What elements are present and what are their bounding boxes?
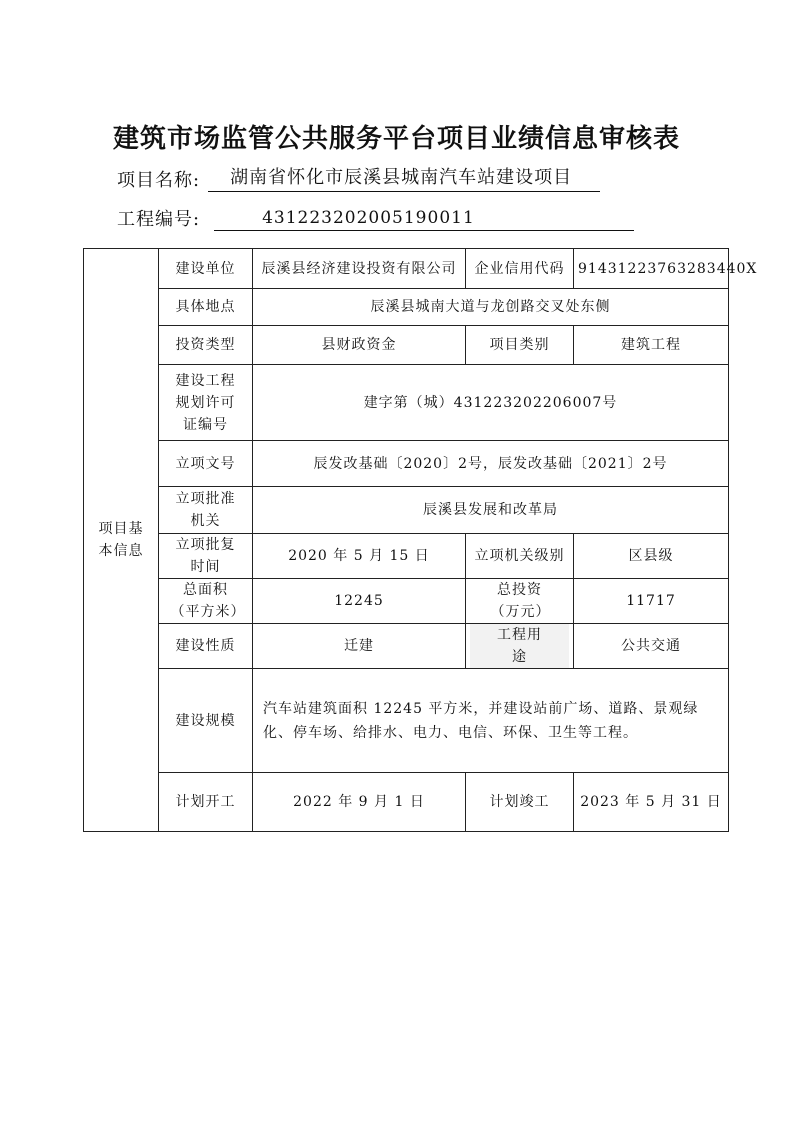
- location-value: 辰溪县城南大道与龙创路交叉处东侧: [253, 289, 729, 326]
- nature-value: 迁建: [253, 624, 466, 669]
- approval-doc-label: 立项文号: [159, 441, 253, 487]
- scale-value: 汽车站建筑面积 12245 平方米，并建设站前广场、道路、景观绿化、停车场、给排水、电力、电信、环保、卫生等工程。: [253, 669, 729, 773]
- project-code-label: 工程编号:: [117, 209, 201, 230]
- approval-doc-value: 辰发改基础〔2020〕2号，辰发改基础〔2021〕2号: [253, 441, 729, 487]
- table-row: [84, 289, 729, 326]
- table-row: [84, 487, 729, 534]
- table-row: [84, 669, 729, 773]
- approval-org-label: 立项批准机关: [159, 487, 253, 534]
- total-invest-label: 总投资（万元）: [466, 579, 574, 624]
- approval-time-value: 2020 年 5 月 15 日: [253, 534, 466, 579]
- approval-level-value: 区县级: [574, 534, 729, 579]
- builder-label: 建设单位: [159, 249, 253, 289]
- project-name-value: 湖南省怀化市辰溪县城南汽车站建设项目: [208, 163, 600, 192]
- approval-org-value: 辰溪县发展和改革局: [253, 487, 729, 534]
- info-table: [83, 248, 758, 832]
- section-label: 项目基本信息: [84, 249, 159, 832]
- area-label: 总面积（平方米）: [159, 579, 253, 624]
- project-name-label: 项目名称:: [117, 170, 201, 191]
- table-row: [84, 249, 729, 289]
- nature-label: 建设性质: [159, 624, 253, 669]
- total-invest-value: 11717: [574, 579, 729, 624]
- finish-label: 计划竣工: [466, 773, 574, 832]
- table-row: [84, 365, 729, 441]
- approval-time-label: 立项批复时间: [159, 534, 253, 579]
- table-row: [84, 441, 729, 487]
- permit-label: 建设工程规划许可证编号: [159, 365, 253, 441]
- table-row: [84, 579, 729, 624]
- builder-value: 辰溪县经济建设投资有限公司: [253, 249, 466, 289]
- table-row: [84, 773, 729, 832]
- project-code-row: [117, 205, 634, 231]
- location-label: 具体地点: [159, 289, 253, 326]
- approval-level-label: 立项机关级别: [466, 534, 574, 579]
- invest-type-label: 投资类型: [159, 326, 253, 365]
- table-row: [84, 534, 729, 579]
- area-value: 12245: [253, 579, 466, 624]
- invest-type-value: 县财政资金: [253, 326, 466, 365]
- finish-value: 2023 年 5 月 31 日: [574, 773, 729, 832]
- project-name-row: [117, 163, 600, 192]
- project-code-value: 431223202005190011: [214, 208, 634, 231]
- page-title: 建筑市场监管公共服务平台项目业绩信息审核表: [112, 124, 680, 154]
- category-value: 建筑工程: [574, 326, 729, 365]
- permit-value: 建字第（城）431223202206007号: [253, 365, 729, 441]
- start-label: 计划开工: [159, 773, 253, 832]
- category-label: 项目类别: [466, 326, 574, 365]
- credit-value: 91431223763283440X: [574, 249, 729, 289]
- table-row: [84, 624, 729, 669]
- scale-label: 建设规模: [159, 669, 253, 773]
- credit-label: 企业信用代码: [466, 249, 574, 289]
- table-row: [84, 326, 729, 365]
- start-value: 2022 年 9 月 1 日: [253, 773, 466, 832]
- usage-value: 公共交通: [574, 624, 729, 669]
- usage-label: 工程用途: [466, 624, 574, 669]
